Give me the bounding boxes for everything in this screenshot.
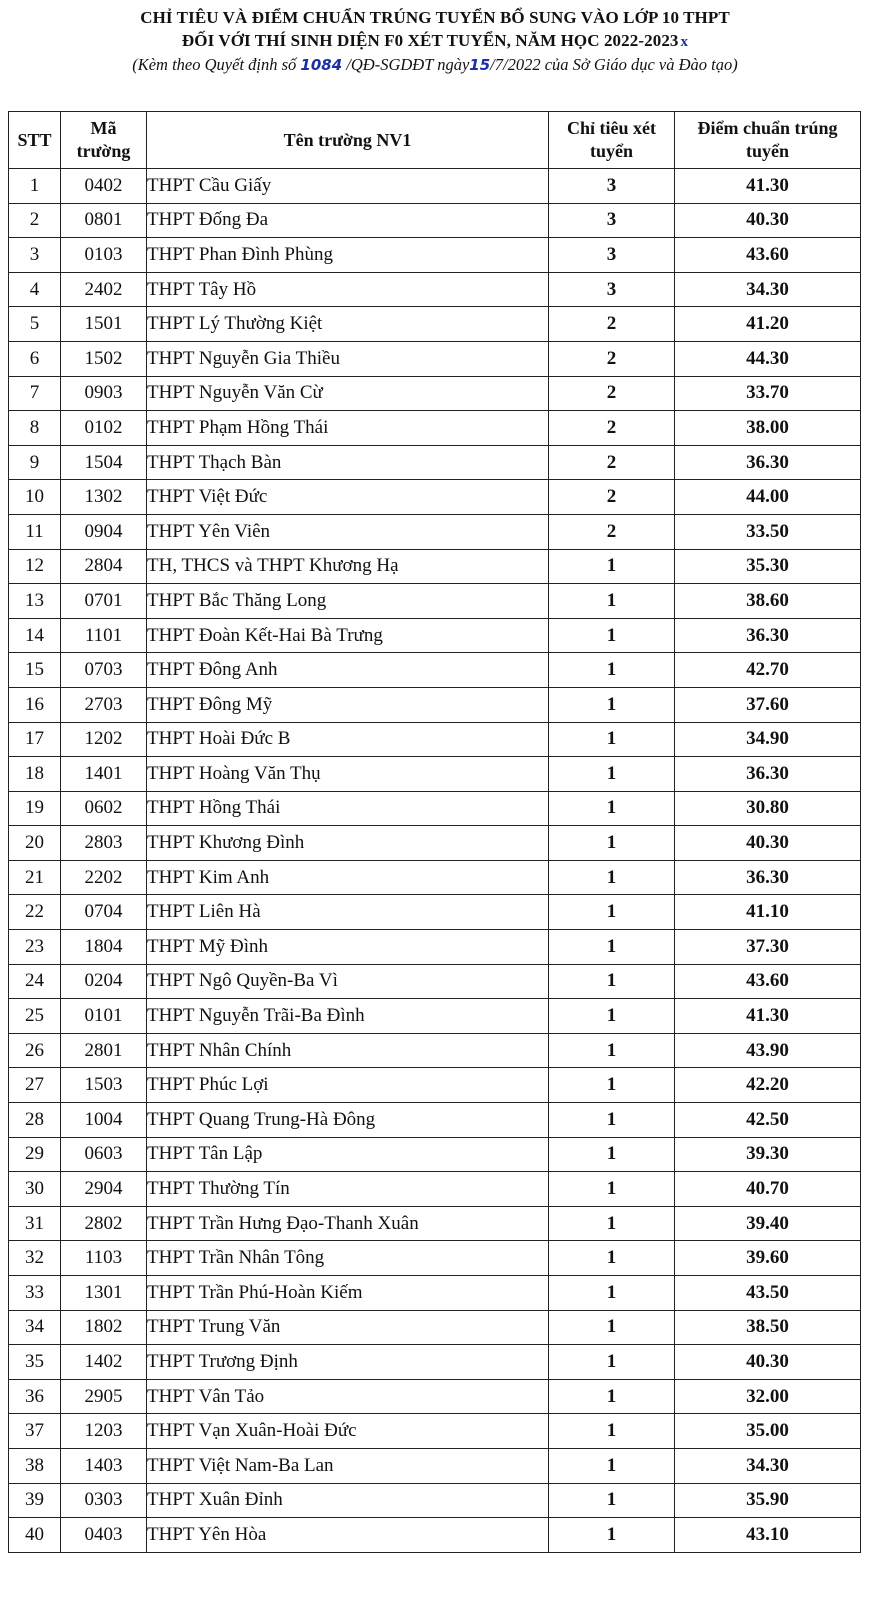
row-school-code: 0602 (61, 791, 147, 826)
row-stt: 9 (9, 445, 61, 480)
subtitle-part-3: /7/2022 của Sở Giáo dục và Đào tạo) (490, 55, 738, 74)
row-school-name: THPT Hoàng Văn Thụ (147, 757, 549, 792)
row-school-name: THPT Tây Hồ (147, 272, 549, 307)
table-row (9, 1448, 861, 1483)
row-cutoff-score: 35.00 (675, 1414, 861, 1449)
row-stt: 27 (9, 1068, 61, 1103)
row-school-code: 1004 (61, 1103, 147, 1138)
row-cutoff-score: 39.60 (675, 1241, 861, 1276)
table-row (9, 687, 861, 722)
row-stt: 34 (9, 1310, 61, 1345)
row-quota: 2 (549, 514, 675, 549)
row-school-name: THPT Trần Phú-Hoàn Kiếm (147, 1276, 549, 1311)
row-school-name: THPT Vân Tảo (147, 1379, 549, 1414)
row-school-name: THPT Phúc Lợi (147, 1068, 549, 1103)
row-stt: 12 (9, 549, 61, 584)
row-school-code: 0603 (61, 1137, 147, 1172)
row-quota: 2 (549, 307, 675, 342)
row-stt: 7 (9, 376, 61, 411)
row-quota: 1 (549, 1137, 675, 1172)
table-row (9, 1414, 861, 1449)
row-school-code: 1401 (61, 757, 147, 792)
table-row (9, 1137, 861, 1172)
row-cutoff-score: 41.20 (675, 307, 861, 342)
table-row (9, 1518, 861, 1553)
row-stt: 14 (9, 618, 61, 653)
row-quota: 1 (549, 1379, 675, 1414)
row-stt: 19 (9, 791, 61, 826)
row-cutoff-score: 41.10 (675, 895, 861, 930)
row-school-name: THPT Xuân Đỉnh (147, 1483, 549, 1518)
subtitle (0, 54, 870, 76)
row-stt: 28 (9, 1103, 61, 1138)
table-row (9, 895, 861, 930)
row-quota: 1 (549, 1033, 675, 1068)
title-line-1: CHỈ TIÊU VÀ ĐIỂM CHUẨN TRÚNG TUYỂN BỔ SUNG VÀO LỚP 10 THPT (140, 8, 730, 27)
table-row (9, 1172, 861, 1207)
table-row (9, 860, 861, 895)
row-cutoff-score: 38.60 (675, 584, 861, 619)
row-quota: 1 (549, 895, 675, 930)
decision-day: 15 (469, 56, 491, 74)
row-stt: 35 (9, 1345, 61, 1380)
table-row (9, 1068, 861, 1103)
row-school-name: THPT Khương Đình (147, 826, 549, 861)
row-school-name: THPT Nhân Chính (147, 1033, 549, 1068)
table-row (9, 1276, 861, 1311)
row-quota: 3 (549, 203, 675, 238)
row-cutoff-score: 33.70 (675, 376, 861, 411)
table-row (9, 1379, 861, 1414)
row-cutoff-score: 43.60 (675, 238, 861, 273)
row-cutoff-score: 35.30 (675, 549, 861, 584)
row-quota: 3 (549, 169, 675, 204)
row-school-code: 2402 (61, 272, 147, 307)
row-school-code: 0703 (61, 653, 147, 688)
row-stt: 37 (9, 1414, 61, 1449)
row-quota: 2 (549, 445, 675, 480)
row-quota: 1 (549, 687, 675, 722)
row-stt: 10 (9, 480, 61, 515)
row-quota: 1 (549, 653, 675, 688)
row-stt: 39 (9, 1483, 61, 1518)
row-stt: 18 (9, 757, 61, 792)
row-school-name: THPT Việt Đức (147, 480, 549, 515)
row-stt: 16 (9, 687, 61, 722)
table-row (9, 1310, 861, 1345)
row-stt: 20 (9, 826, 61, 861)
row-school-code: 1103 (61, 1241, 147, 1276)
row-school-code: 0801 (61, 203, 147, 238)
row-school-code: 2804 (61, 549, 147, 584)
row-school-name: THPT Phan Đình Phùng (147, 238, 549, 273)
row-quota: 1 (549, 549, 675, 584)
row-school-name: THPT Hồng Thái (147, 791, 549, 826)
row-quota: 2 (549, 376, 675, 411)
table-row (9, 584, 861, 619)
table-row (9, 653, 861, 688)
row-cutoff-score: 34.30 (675, 272, 861, 307)
row-quota: 3 (549, 238, 675, 273)
row-quota: 1 (549, 1103, 675, 1138)
subtitle-part-2: /QĐ-SGDĐT ngày (342, 55, 470, 74)
row-school-name: THPT Mỹ Đình (147, 930, 549, 965)
row-stt: 24 (9, 964, 61, 999)
row-cutoff-score: 36.30 (675, 445, 861, 480)
row-school-code: 0402 (61, 169, 147, 204)
table-body (9, 169, 861, 1553)
row-stt: 25 (9, 999, 61, 1034)
row-school-code: 1503 (61, 1068, 147, 1103)
table-row (9, 341, 861, 376)
table-row (9, 1206, 861, 1241)
row-school-name: THPT Vạn Xuân-Hoài Đức (147, 1414, 549, 1449)
row-school-name: THPT Nguyễn Gia Thiều (147, 341, 549, 376)
row-school-name: THPT Thạch Bàn (147, 445, 549, 480)
row-school-name: THPT Trần Nhân Tông (147, 1241, 549, 1276)
row-school-code: 1301 (61, 1276, 147, 1311)
row-stt: 31 (9, 1206, 61, 1241)
row-quota: 1 (549, 1483, 675, 1518)
row-stt: 26 (9, 1033, 61, 1068)
row-school-name: TH, THCS và THPT Khương Hạ (147, 549, 549, 584)
table-row (9, 1345, 861, 1380)
row-quota: 1 (549, 757, 675, 792)
row-school-code: 2904 (61, 1172, 147, 1207)
row-school-name: THPT Trương Định (147, 1345, 549, 1380)
table-row (9, 307, 861, 342)
row-cutoff-score: 44.30 (675, 341, 861, 376)
row-school-name: THPT Cầu Giấy (147, 169, 549, 204)
row-school-code: 0903 (61, 376, 147, 411)
row-school-name: THPT Liên Hà (147, 895, 549, 930)
row-stt: 40 (9, 1518, 61, 1553)
table-row (9, 549, 861, 584)
row-quota: 1 (549, 1241, 675, 1276)
table-row (9, 1483, 861, 1518)
row-school-name: THPT Trần Hưng Đạo-Thanh Xuân (147, 1206, 549, 1241)
row-cutoff-score: 40.30 (675, 203, 861, 238)
row-stt: 5 (9, 307, 61, 342)
row-cutoff-score: 37.60 (675, 687, 861, 722)
table-row (9, 999, 861, 1034)
row-cutoff-score: 42.70 (675, 653, 861, 688)
row-stt: 22 (9, 895, 61, 930)
row-school-code: 1403 (61, 1448, 147, 1483)
row-school-code: 0704 (61, 895, 147, 930)
row-quota: 1 (549, 1448, 675, 1483)
row-quota: 2 (549, 341, 675, 376)
row-school-code: 0403 (61, 1518, 147, 1553)
row-school-code: 1302 (61, 480, 147, 515)
row-school-name: THPT Quang Trung-Hà Đông (147, 1103, 549, 1138)
row-quota: 1 (549, 1068, 675, 1103)
row-school-code: 0103 (61, 238, 147, 273)
handwritten-mark: x (680, 34, 689, 50)
title-line-2-text: ĐỐI VỚI THÍ SINH DIỆN F0 XÉT TUYỂN, NĂM HỌC 2022-2023 (181, 31, 679, 50)
header-quota: Chỉ tiêu xét tuyển (549, 112, 675, 169)
row-cutoff-score: 36.30 (675, 757, 861, 792)
row-cutoff-score: 43.60 (675, 964, 861, 999)
row-quota: 1 (549, 1414, 675, 1449)
row-quota: 1 (549, 1206, 675, 1241)
row-stt: 3 (9, 238, 61, 273)
table-row (9, 964, 861, 999)
table-row (9, 514, 861, 549)
row-cutoff-score: 40.30 (675, 826, 861, 861)
row-quota: 1 (549, 1276, 675, 1311)
row-school-code: 1802 (61, 1310, 147, 1345)
row-quota: 1 (549, 964, 675, 999)
table-row (9, 1033, 861, 1068)
row-stt: 1 (9, 169, 61, 204)
row-cutoff-score: 40.70 (675, 1172, 861, 1207)
row-school-code: 0904 (61, 514, 147, 549)
row-school-name: THPT Đoàn Kết-Hai Bà Trưng (147, 618, 549, 653)
table-row (9, 376, 861, 411)
row-stt: 21 (9, 860, 61, 895)
table-row (9, 411, 861, 446)
row-quota: 1 (549, 999, 675, 1034)
table-row (9, 618, 861, 653)
row-school-code: 0303 (61, 1483, 147, 1518)
row-quota: 1 (549, 1345, 675, 1380)
decision-number: 1084 (300, 56, 343, 74)
row-cutoff-score: 34.90 (675, 722, 861, 757)
row-school-name: THPT Nguyễn Văn Cừ (147, 376, 549, 411)
row-school-name: THPT Đông Mỹ (147, 687, 549, 722)
table-row (9, 930, 861, 965)
row-quota: 1 (549, 584, 675, 619)
table-row (9, 757, 861, 792)
row-cutoff-score: 43.10 (675, 1518, 861, 1553)
row-cutoff-score: 38.50 (675, 1310, 861, 1345)
row-school-name: THPT Việt Nam-Ba Lan (147, 1448, 549, 1483)
row-school-name: THPT Nguyễn Trãi-Ba Đình (147, 999, 549, 1034)
row-stt: 33 (9, 1276, 61, 1311)
cutoff-score-table (8, 111, 861, 1553)
row-school-name: THPT Phạm Hồng Thái (147, 411, 549, 446)
title-line-2 (0, 29, 870, 54)
table-header-row (9, 112, 861, 169)
row-school-name: THPT Yên Viên (147, 514, 549, 549)
row-quota: 1 (549, 1518, 675, 1553)
row-school-name: THPT Ngô Quyền-Ba Vì (147, 964, 549, 999)
row-quota: 1 (549, 1172, 675, 1207)
row-cutoff-score: 43.90 (675, 1033, 861, 1068)
row-stt: 8 (9, 411, 61, 446)
row-quota: 2 (549, 411, 675, 446)
table-row (9, 826, 861, 861)
row-cutoff-score: 35.90 (675, 1483, 861, 1518)
header-school-code: Mã trường (61, 112, 147, 169)
row-quota: 1 (549, 722, 675, 757)
row-school-code: 1504 (61, 445, 147, 480)
row-stt: 4 (9, 272, 61, 307)
row-school-name: THPT Đông Anh (147, 653, 549, 688)
row-stt: 15 (9, 653, 61, 688)
table-row (9, 791, 861, 826)
row-cutoff-score: 42.50 (675, 1103, 861, 1138)
row-school-code: 1203 (61, 1414, 147, 1449)
row-cutoff-score: 41.30 (675, 999, 861, 1034)
table-row (9, 1241, 861, 1276)
row-stt: 38 (9, 1448, 61, 1483)
row-cutoff-score: 40.30 (675, 1345, 861, 1380)
row-school-code: 0204 (61, 964, 147, 999)
header-stt: STT (9, 112, 61, 169)
row-school-code: 0102 (61, 411, 147, 446)
row-school-code: 0101 (61, 999, 147, 1034)
row-cutoff-score: 36.30 (675, 618, 861, 653)
row-school-code: 1402 (61, 1345, 147, 1380)
table-row (9, 1103, 861, 1138)
row-quota: 1 (549, 618, 675, 653)
row-school-code: 2905 (61, 1379, 147, 1414)
row-stt: 29 (9, 1137, 61, 1172)
row-school-code: 1502 (61, 341, 147, 376)
table-row (9, 272, 861, 307)
row-quota: 1 (549, 791, 675, 826)
row-school-code: 2202 (61, 860, 147, 895)
row-cutoff-score: 39.30 (675, 1137, 861, 1172)
table-row (9, 238, 861, 273)
row-stt: 32 (9, 1241, 61, 1276)
row-quota: 1 (549, 860, 675, 895)
row-quota: 1 (549, 930, 675, 965)
subtitle-part-1: (Kèm theo Quyết định số (132, 55, 301, 74)
row-school-code: 1501 (61, 307, 147, 342)
header-cutoff: Điểm chuẩn trúng tuyển (675, 112, 861, 169)
row-quota: 1 (549, 1310, 675, 1345)
row-cutoff-score: 43.50 (675, 1276, 861, 1311)
table-header (9, 112, 861, 169)
row-school-code: 2801 (61, 1033, 147, 1068)
row-cutoff-score: 38.00 (675, 411, 861, 446)
row-cutoff-score: 41.30 (675, 169, 861, 204)
row-school-name: THPT Lý Thường Kiệt (147, 307, 549, 342)
row-school-name: THPT Hoài Đức B (147, 722, 549, 757)
row-stt: 6 (9, 341, 61, 376)
row-school-code: 1101 (61, 618, 147, 653)
row-stt: 30 (9, 1172, 61, 1207)
row-quota: 1 (549, 826, 675, 861)
row-cutoff-score: 37.30 (675, 930, 861, 965)
row-cutoff-score: 30.80 (675, 791, 861, 826)
row-stt: 13 (9, 584, 61, 619)
row-school-code: 2802 (61, 1206, 147, 1241)
header-school-name: Tên trường NV1 (147, 112, 549, 169)
row-school-name: THPT Yên Hòa (147, 1518, 549, 1553)
row-stt: 36 (9, 1379, 61, 1414)
row-cutoff-score: 36.30 (675, 860, 861, 895)
row-quota: 2 (549, 480, 675, 515)
row-quota: 3 (549, 272, 675, 307)
row-cutoff-score: 44.00 (675, 480, 861, 515)
table-row (9, 722, 861, 757)
row-school-code: 2703 (61, 687, 147, 722)
row-stt: 23 (9, 930, 61, 965)
row-school-name: THPT Bắc Thăng Long (147, 584, 549, 619)
row-cutoff-score: 34.30 (675, 1448, 861, 1483)
row-school-name: THPT Trung Văn (147, 1310, 549, 1345)
row-cutoff-score: 33.50 (675, 514, 861, 549)
row-school-code: 1202 (61, 722, 147, 757)
row-school-code: 0701 (61, 584, 147, 619)
row-school-name: THPT Đống Đa (147, 203, 549, 238)
row-stt: 11 (9, 514, 61, 549)
document-header (0, 6, 870, 76)
row-cutoff-score: 32.00 (675, 1379, 861, 1414)
row-school-code: 1804 (61, 930, 147, 965)
row-stt: 2 (9, 203, 61, 238)
row-cutoff-score: 42.20 (675, 1068, 861, 1103)
row-stt: 17 (9, 722, 61, 757)
table-row (9, 480, 861, 515)
table-row (9, 203, 861, 238)
row-school-name: THPT Kim Anh (147, 860, 549, 895)
row-cutoff-score: 39.40 (675, 1206, 861, 1241)
row-school-name: THPT Thường Tín (147, 1172, 549, 1207)
table-row (9, 445, 861, 480)
row-school-code: 2803 (61, 826, 147, 861)
table-row (9, 169, 861, 204)
row-school-name: THPT Tân Lập (147, 1137, 549, 1172)
